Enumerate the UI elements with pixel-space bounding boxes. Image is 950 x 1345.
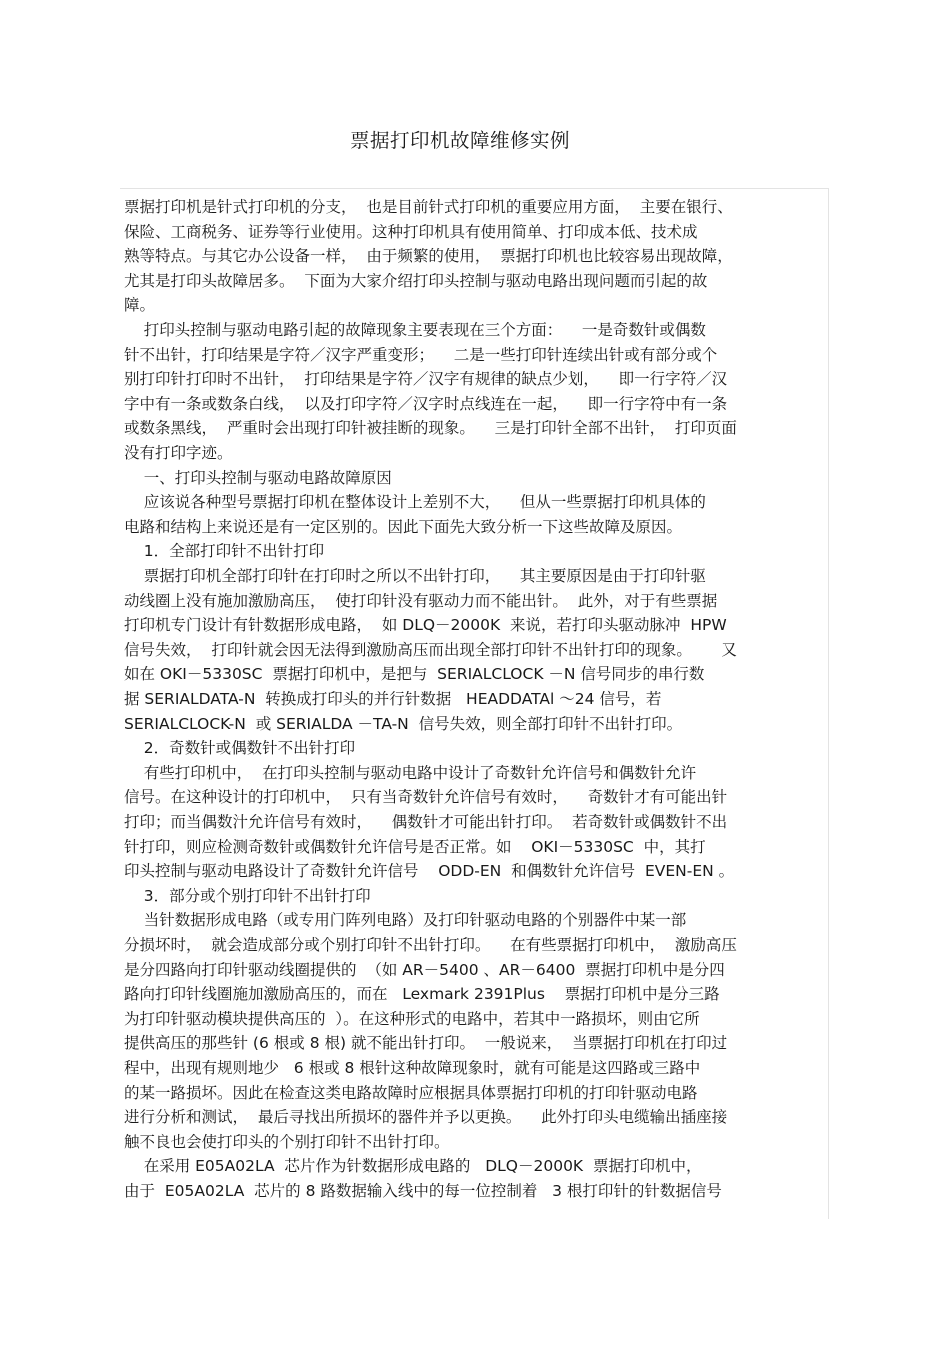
paragraph-line: 票据打印机是针式打印机的分支， 也是目前针式打印机的重要应用方面， 主要在银行、 [124, 198, 733, 216]
paragraph-line: 字中有一条或数条白线， 以及打印字符／汉字时点线连在一起， 即一行字符中有一条 [124, 394, 728, 413]
paragraph-line: 的某一路损坏。因此在检查这类电路故障时应根据具体票据打印机的打印针驱动电路 [124, 1083, 698, 1102]
paragraph-line: 没有打印字迹。 [124, 444, 233, 462]
paragraph-line: 打印机专门设计有针数据形成电路， 如 DLQ－2000K 来说，若打印头驱动脉冲 HPW [124, 616, 727, 635]
paragraph-line: 程中，出现有规则地少 6 根或 8 根针这种故障现象时，就有可能是这四路或三路中 [124, 1059, 701, 1077]
paragraph-line: 进行分析和测试， 最后寻找出所损坏的器件并予以更换。 此外打印头电缆输出插座接 [124, 1108, 728, 1127]
paragraph-line: 2．奇数针或偶数针不出针打印 [124, 739, 356, 758]
paragraph-line: 3．部分或个别打印针不出针打印 [124, 886, 371, 905]
paragraph-line: 动线圈上没有施加激励高压， 使打印针没有驱动力而不能出针。 此外，对于有些票据 [124, 591, 718, 610]
paragraph-line: 在采用 E05A02LA 芯片作为针数据形成电路的 DLQ－2000K 票据打印机中， [124, 1157, 702, 1176]
paragraph-line: 针不出针，打印结果是字符／汉字严重变形； 二是一些打印针连续出针或有部分或个 [124, 345, 718, 364]
paragraph-line: 保险、工商税务、证券等行业使用。这种打印机具有使用简单、打印成本低、技术成 [124, 222, 698, 241]
paragraph-line: 一、打印头控制与驱动电路故障原因 [124, 468, 392, 487]
paragraph-line: 1．全部打印针不出针打印 [124, 542, 325, 561]
paragraph-line: 票据打印机全部打印针在打印时之所以不出针打印， 其主要原因是由于打印针驱 [124, 567, 706, 585]
paragraph-line: 尤其是打印头故障居多。 下面为大家介绍打印头控制与驱动电路出现问题而引起的故 [124, 271, 708, 290]
paragraph-line: 为打印针驱动模块提供高压的 ）。在这种形式的电路中，若其中一路损坏，则由它所 [124, 1009, 700, 1028]
paragraph-line: 如在 OKI－5330SC 票据打印机中，是把与 SERIALCLOCK －N 信号同步的串行数 [124, 665, 705, 684]
paragraph-line: 信号。在这种设计的打印机中， 只有当奇数针允许信号有效时， 奇数针才有可能出针 [124, 788, 728, 807]
paragraph-line: 打印；而当偶数汁允许信号有效时， 偶数针才可能出针打印。 若奇数针或偶数针不出 [124, 813, 728, 831]
paragraph-line: 据 SERIALDATA-N 转换成打印头的并行针数据 HEADDATAl ～24 信号，若 [124, 690, 662, 708]
paragraph-line: 当针数据形成电路（或专用门阵列电路）及打印针驱动电路的个别器件中某一部 [124, 911, 687, 930]
paragraph-line: 针打印，则应检测奇数针或偶数针允许信号是否正常。如 OKI－5330SC 中，其打 [124, 837, 706, 856]
paragraph-line: 是分四路向打印针驱动线圈提供的 （如 AR－5400 、AR－6400 票据打印机中是分四 [124, 960, 725, 979]
paragraph-line: 触不良也会使打印头的个别打印针不出针打印。 [124, 1132, 450, 1151]
paragraph-line: 提供高压的那些针 (6 根或 8 根) 就不能出针打印。 一般说来， 当票据打印机在打印过 [124, 1034, 728, 1053]
paragraph-line: 熟等特点。与其它办公设备一样， 由于频繁的使用， 票据打印机也比较容易出现故障， [124, 247, 733, 266]
paragraph-line: 有些打印机中， 在打印头控制与驱动电路中设计了奇数针允许信号和偶数针允许 [124, 763, 697, 782]
paragraph-line: SERIALCLOCK-N 或 SERIALDA －TA-N 信号失效，则全部打印针不出针打印。 [124, 714, 683, 733]
paragraph-line: 由于 E05A02LA 芯片的 8 路数据输入线中的每一位控制着 3 根打印针的针数据信号 [124, 1182, 722, 1200]
paragraph-line: 分损坏时， 就会造成部分或个别打印针不出针打印。 在有些票据打印机中， 激励高压 [124, 936, 737, 954]
paragraph-line: 应该说各种型号票据打印机在整体设计上差别不大， 但从一些票据打印机具体的 [124, 493, 706, 512]
paragraph-line: 电路和结构上来说还是有一定区别的。因此下面先大致分析一下这些故障及原因。 [124, 517, 683, 536]
paragraph-line: 障。 [124, 296, 156, 315]
paragraph-line: 路向打印针线圈施加激励高压的，而在 Lexmark 2391Plus 票据打印机中是分三路 [124, 985, 720, 1004]
paragraph-line: 别打印针打印时不出针， 打印结果是字符／汉字有规律的缺点少划， 即一行字符／汉 [124, 370, 728, 389]
paragraph-line: 印头控制与驱动电路设计了奇数针允许信号 ODD-EN 和偶数针允许信号 EVEN-EN 。 [124, 862, 735, 881]
paragraph-line: 打印头控制与驱动电路引起的故障现象主要表现在三个方面： 一是奇数针或偶数 [124, 321, 706, 339]
document-title: 票据打印机故障维修实例 [349, 129, 570, 152]
paragraph-line: 或数条黑线， 严重时会出现打印针被挂断的现象。 三是打印针全部不出针， 打印页面 [124, 419, 737, 438]
paragraph-line: 信号失效， 打印针就会因无法得到激励高压而出现全部打印针不出针打印的现象。 又 [124, 640, 737, 659]
